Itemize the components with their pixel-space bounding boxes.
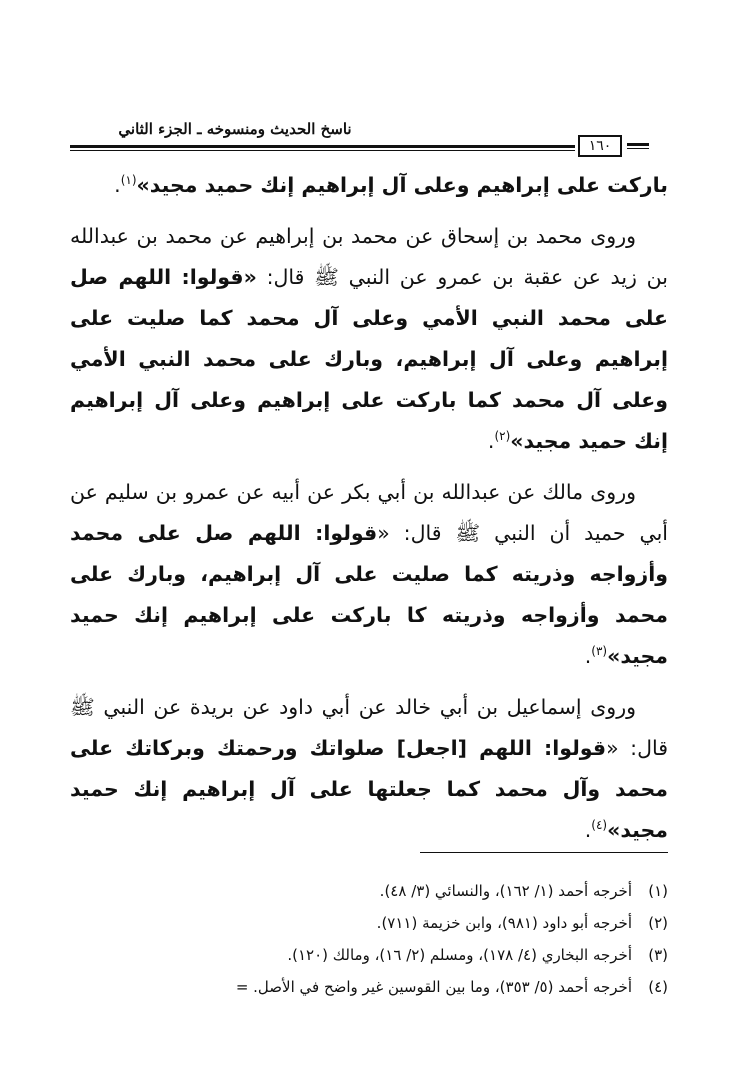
narration-chain: وروى مالك عن عبدالله بن أبي بكر عن أبيه عن عمرو بن سليم عن أبي حميد أن النبي ﷺ قال: « [70, 480, 668, 545]
footnote-item [70, 875, 668, 907]
narration-chain: وروى محمد بن إسحاق عن محمد بن إبراهيم عن محمد بن عبدالله بن زيد عن عقبة بن عمرو عن النبي ﷺ قال: [70, 224, 668, 289]
footnote-number: (١) [648, 882, 668, 900]
narration-chain: وروى إسماعيل بن أبي خالد عن أبي داود عن بريدة عن النبي ﷺ قال: « [70, 695, 669, 760]
footnote-ref: (١) [120, 173, 137, 188]
main-text [70, 165, 668, 861]
footnote-ref: (٣) [591, 644, 608, 659]
header-rule [70, 145, 575, 148]
footnote-text: أخرجه أحمد (٥/ ٣٥٣)، وما بين القوسين غير واضح في الأصل. = [235, 978, 632, 996]
footnote-number: (٤) [648, 978, 668, 996]
paragraph-2: وروى مالك عن عبدالله بن أبي بكر عن أبيه عن عمرو بن سليم عن أبي حميد أن النبي ﷺ قال: «قولوا: اللهم صل على محمد وأزواجه وذريته كما صليت على آل إبراهيم، وبارك على محمد وأزواجه وذريته كا باركت على إبراهيم إنك حميد مجيد»$^{(٣)}$. [70, 480, 668, 668]
paragraph-continuation: باركت على إبراهيم وعلى آل إبراهيم إنك حميد مجيد»$^{(١)}$. [114, 173, 668, 197]
paragraph-3: وروى إسماعيل بن أبي خالد عن أبي داود عن بريدة عن النبي ﷺ قال: «قولوا: اللهم [اجعل] صلواتك ورحمتك وبركاتك على محمد وآل محمد كما جعلتها على آل إبراهيم إنك حميد مجيد»$^{(٤)}$. [70, 695, 669, 842]
quote-text: قولوا: اللهم [اجعل] صلواتك ورحمتك وبركاتك على محمد وآل محمد كما جعلتها على آل إبراهيم إنك حميد مجيد» [70, 736, 668, 842]
page-number-ornament-thin [627, 148, 649, 149]
footnote-text: أخرجه أبو داود (٩٨١)، وابن خزيمة (٧١١). [376, 914, 632, 932]
quote-text: «قولوا: اللهم صل على محمد النبي الأمي وعلى آل محمد كما صليت على إبراهيم وعلى آل إبراهيم، وبارك على محمد النبي الأمي وعلى آل محمد كما باركت على إبراهيم وعلى آل إبراهيم إنك حميد مجيد» [70, 265, 668, 453]
running-title: ناسخ الحديث ومنسوخه ـ الجزء الثاني [118, 120, 352, 138]
footnote-ref: (٢) [494, 429, 511, 444]
page-number-ornament [627, 143, 649, 146]
quote-text: قولوا: اللهم صل على محمد وأزواجه وذريته كما صليت على آل إبراهيم، وبارك على محمد وأزواجه وذريته كا باركت على إبراهيم إنك حميد مجيد» [70, 521, 668, 668]
footnote-separator [420, 852, 668, 853]
header-rule-thin [70, 150, 575, 151]
footnotes [70, 875, 668, 1003]
footnote-number: (٣) [648, 946, 668, 964]
footnote-number: (٢) [648, 914, 668, 932]
quote-text: باركت على إبراهيم وعلى آل إبراهيم إنك حميد مجيد» [136, 173, 668, 197]
paragraph-1: وروى محمد بن إسحاق عن محمد بن إبراهيم عن محمد بن عبدالله بن زيد عن عقبة بن عمرو عن النبي ﷺ قال: «قولوا: اللهم صل على محمد النبي الأمي وعلى آل محمد كما صليت على إبراهيم وعلى آل إبراهيم، وبارك على محمد النبي الأمي وعلى آل محمد كما باركت على إبراهيم وعلى آل إبراهيم إنك حميد مجيد»$^{(٢)}$. [70, 224, 668, 453]
footnote-text: أخرجه البخاري (٤/ ١٧٨)، ومسلم (٢/ ١٦)، ومالك (١٢٠). [287, 946, 632, 964]
footnote-ref: (٤) [591, 818, 608, 833]
footnote-item [70, 907, 668, 939]
page-header [70, 110, 650, 170]
footnote-item [70, 939, 668, 971]
footnote-text: أخرجه أحمد (١/ ١٦٢)، والنسائي (٣/ ٤٨). [379, 882, 632, 900]
page-number: ١٦٠ [578, 135, 622, 157]
footnote-item [70, 971, 668, 1003]
